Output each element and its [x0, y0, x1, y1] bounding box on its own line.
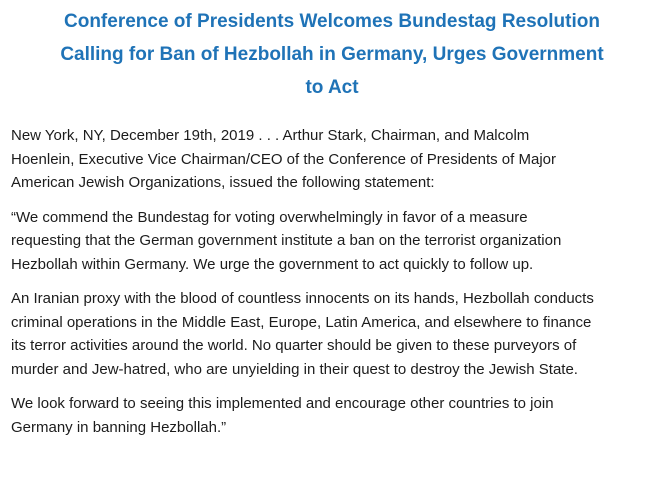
paragraph-line: its terror activities around the world. No quarter should be given to these purveyors of [11, 337, 577, 354]
dateline-paragraph [11, 124, 651, 195]
headline [10, 5, 654, 104]
paragraph-line: criminal operations in the Middle East, Europe, Latin America, and elsewhere to finance [11, 313, 592, 331]
article-body [11, 124, 651, 450]
closing-paragraph [11, 392, 651, 439]
paragraph-line: New York, NY, December 19th, 2019 . . . Arthur Stark, Chairman, and Malcolm [11, 127, 530, 144]
statement-paragraph [11, 287, 651, 381]
statement-paragraph [11, 206, 651, 277]
paragraph-line: Germany in banning Hezbollah.” [11, 418, 227, 436]
headline-line: Conference of Presidents Welcomes Bundestag Resolution [64, 11, 600, 32]
paragraph-line: murder and Jew-hatred, who are unyielding in their quest to destroy the Jewish State. [11, 360, 578, 378]
paragraph-line: An Iranian proxy with the blood of countless innocents on its hands, Hezbollah conducts [11, 290, 594, 307]
paragraph-line: Hezbollah within Germany. We urge the government to act quickly to follow up. [11, 255, 534, 273]
paragraph-line: American Jewish Organizations, issued the following statement: [11, 174, 435, 191]
paragraph-line: We look forward to seeing this implemented and encourage other countries to join [11, 395, 554, 412]
headline-line: Calling for Ban of Hezbollah in Germany, Urges Government [60, 44, 604, 65]
paragraph-line: requesting that the German government institute a ban on the terrorist organization [11, 232, 562, 249]
paragraph-line: “We commend the Bundestag for voting overwhelmingly in favor of a measure [11, 208, 528, 226]
headline-line: to Act [305, 77, 359, 98]
paragraph-line: Hoenlein, Executive Vice Chairman/CEO of the Conference of Presidents of Major [11, 150, 556, 168]
